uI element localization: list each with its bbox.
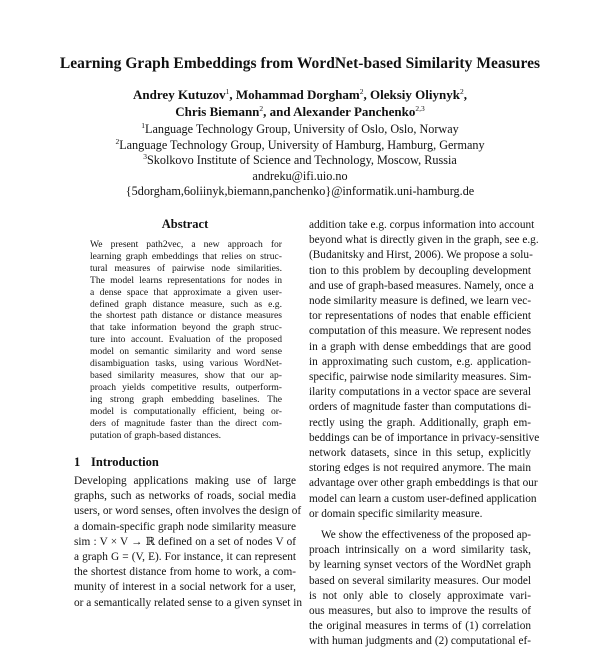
- text-line: based similarity measures, show that our ap-: [90, 369, 282, 381]
- text-line: node similarity measure is defined, we learn vec-: [309, 295, 532, 308]
- text-line: or domain specific similarity measure.: [309, 507, 483, 520]
- section-title: Introduction: [91, 455, 159, 469]
- text-line: We present path2vec, a new approach for: [90, 239, 282, 250]
- text-line: model can learn a custom user-defined application: [309, 492, 537, 505]
- text-line: a graph G = (V, E). For instance, it can represent: [74, 551, 296, 564]
- text-line: computation of this measure. We represent nodes: [309, 325, 531, 338]
- text-line: and use of graph-based measures. Namely, once a: [309, 279, 534, 292]
- author-affiliation-mark: 1: [225, 87, 230, 96]
- text-line: advantage over other graph embeddings is that our: [309, 477, 538, 490]
- text-line: ous measures, but also to improve the results of: [309, 605, 531, 618]
- text-line: The model learns representations for nodes in: [90, 274, 282, 286]
- text-line: based on several similarity measures. Our model: [309, 574, 531, 587]
- author-name: Andrey Kutuzov: [133, 87, 226, 102]
- author-name: Oleksiy Oliynyk: [369, 87, 460, 102]
- author-affiliation-mark: 2,3: [415, 104, 425, 113]
- text-line: by learning synset vectors of the WordNet graph: [309, 559, 531, 572]
- author-line-1: Andrey Kutuzov$^1$, Mohammad Dorgham$^2$, Oleksiy Oliynyk$^2$,: [133, 87, 467, 102]
- text-line: graphs, such as networks of roads, social media: [74, 490, 296, 503]
- text-line: ing strong graph embedding baselines. The: [90, 393, 282, 405]
- text-line: tor representations of nodes that enable efficient: [309, 310, 531, 323]
- text-line: or a semantically related sense to a given synset in: [74, 596, 303, 609]
- text-line: learning graph embeddings that relies on struc-: [90, 250, 282, 262]
- text-line: ilarity computations in a vector space are several: [309, 386, 531, 399]
- text-line: Developing applications making use of large: [74, 475, 296, 487]
- text-line: ture into account. Evaluation of the proposed: [90, 334, 282, 346]
- text-line: with human judgments and (2) computational ef-: [309, 635, 531, 648]
- text-line: defined graph distance measure, such as e.g.: [90, 298, 282, 310]
- text-line: a domain-specific graph node similarity measure: [74, 520, 296, 533]
- text-line: is not only able to closely approximate vari-: [309, 589, 531, 602]
- author-affiliation-mark: 2: [259, 104, 264, 113]
- text-line: in approximating such custom, e.g. application-: [309, 355, 531, 368]
- text-line: beyond what is directly given in the graph, see e.g.: [309, 234, 539, 247]
- text-line: sim : V × V → ℝ defined on a set of nodes V of: [74, 535, 296, 548]
- text-line: tural measures of pairwise node similarities.: [90, 262, 282, 274]
- section-number: 1: [74, 455, 81, 469]
- introduction-body: [74, 474, 303, 611]
- abstract-heading: Abstract: [161, 217, 209, 231]
- text-line: the shortest distance from home to work, a com-: [74, 566, 296, 579]
- author-name: Alexander Panchenko: [293, 104, 416, 119]
- author-list: [0, 86, 600, 120]
- text-line: proach intrinsically on a word similarity task,: [309, 544, 531, 557]
- text-line: beddings can be of importance in privacy-sensitive: [309, 431, 540, 444]
- text-line: We show the effectiveness of the proposed ap-: [321, 529, 532, 542]
- text-line: network datasets, since in this setup, explicitly: [309, 447, 531, 460]
- text-line: addition take e.g. corpus information into account: [309, 219, 535, 231]
- text-line: putation of graph-based distances.: [90, 429, 222, 441]
- email-address: {5dorgham,6oliinyk,biemann,panchenko}@informatik.uni-hamburg.de: [125, 184, 475, 199]
- abstract-body: [90, 239, 282, 441]
- text-line: that take information beyond the graph struc-: [90, 322, 282, 334]
- text-line: a dense space that approximate a given user-: [90, 286, 282, 298]
- text-line: in a graph with dense embeddings that are good: [309, 340, 531, 353]
- email-address: andreku@ifi.uio.no: [252, 168, 348, 183]
- text-line: specific, pairwise node similarity measures. Sim-: [309, 371, 532, 384]
- author-line-2: Chris Biemann$^2$, and Alexander Panchenko$^{2,3}$: [175, 104, 425, 119]
- text-line: the shortest path distance or distance measures: [90, 310, 282, 322]
- author-name: Mohammad Dorgham: [235, 87, 360, 102]
- author-affiliation-mark: 2: [459, 87, 464, 96]
- author-name: Chris Biemann: [175, 104, 260, 119]
- section-heading-introduction: [74, 455, 159, 470]
- text-line: storing edges is not required anymore. The main: [309, 462, 531, 475]
- text-line: rectly using the graph. Additionally, graph em-: [309, 416, 531, 429]
- text-line: model on semantic similarity and word sense: [90, 346, 282, 358]
- text-line: ders of magnitude faster than the direct com-: [90, 417, 282, 429]
- text-line: tion to this problem by decoupling development: [309, 264, 531, 277]
- text-line: orders of magnitude faster than computations di-: [309, 401, 531, 414]
- author-affiliation-mark: 2: [359, 87, 364, 96]
- affiliation: $^1$Language Technology Group, University of Oslo, Oslo, Norway: [141, 121, 459, 136]
- text-line: munity of interest in a social network for a user,: [74, 581, 296, 594]
- text-line: model is computationally efficient, being or-: [90, 405, 282, 417]
- text-line: proach yields competitive results, outperform-: [90, 381, 282, 393]
- text-line: disambiguation tasks, using various WordNet-: [90, 358, 282, 370]
- text-line: (Budanitsky and Hirst, 2006). We propose a solu-: [309, 249, 533, 262]
- affiliation-list: [0, 122, 600, 200]
- affiliation: $^3$Skolkovo Institute of Science and Technology, Moscow, Russia: [143, 152, 457, 168]
- right-column-body: [309, 218, 540, 650]
- paper-title: Learning Graph Embeddings from WordNet-based Similarity Measures: [59, 55, 541, 72]
- text-line: users, or word senses, often involves the design of: [74, 505, 302, 518]
- text-line: the original measures in terms of (1) correlation: [309, 620, 531, 633]
- affiliation: $^2$Language Technology Group, University of Hamburg, Hamburg, Germany: [115, 136, 485, 152]
